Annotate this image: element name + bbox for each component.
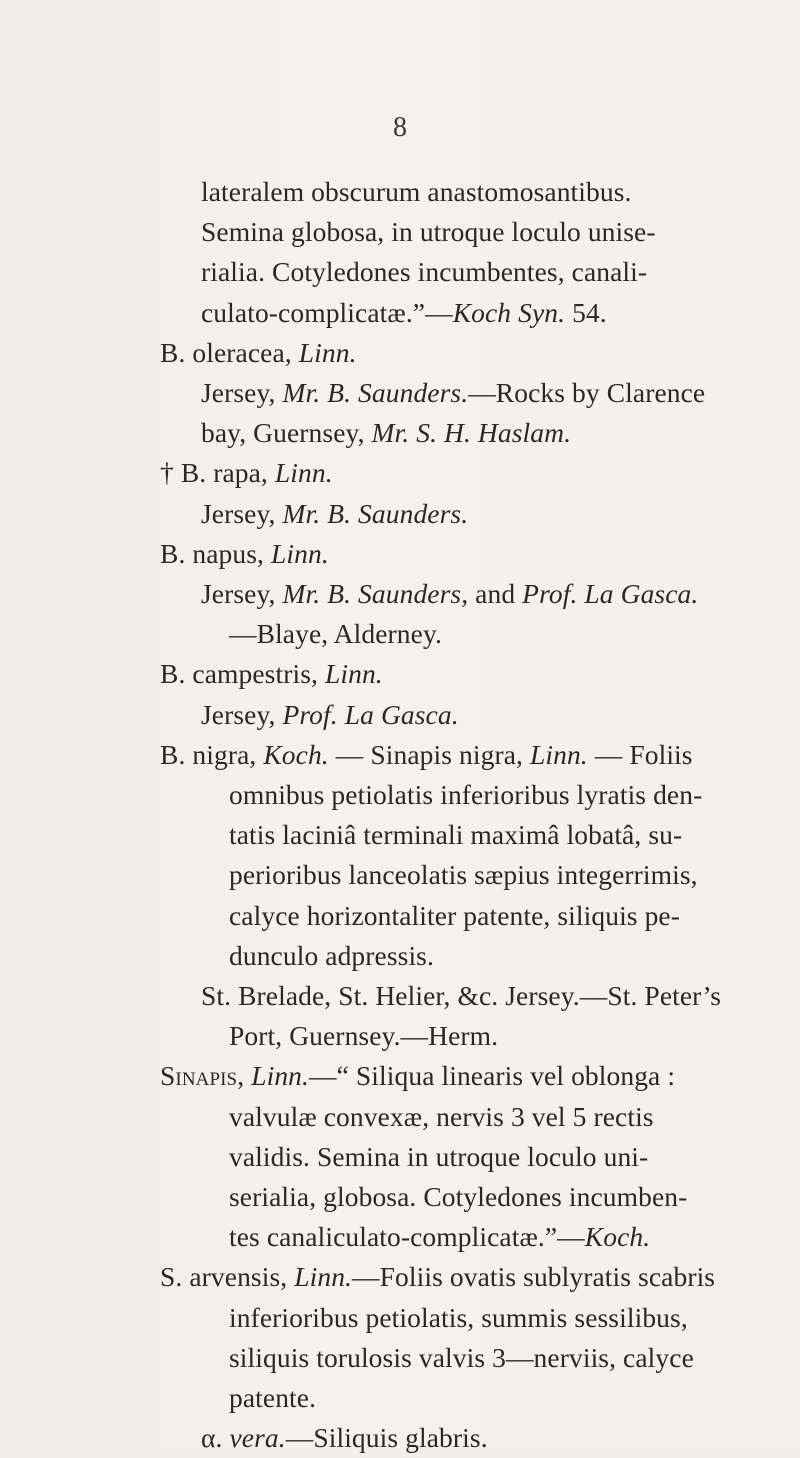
- text-run: Semina globosa, in utroque loculo unise-: [201, 216, 656, 248]
- text-run: culato-complicatæ.”—: [201, 296, 453, 328]
- text-run: validis. Semina in utroque loculo uni-: [229, 1140, 649, 1172]
- text-line: [160, 1257, 715, 1297]
- text-run: Jersey,: [201, 578, 283, 609]
- text-line: [229, 1097, 654, 1137]
- italic-text: Linn.: [529, 738, 588, 770]
- text-line: [201, 1418, 488, 1458]
- text-run: perioribus lanceolatis sæpius integerrimis,: [229, 859, 698, 891]
- text-run: tes canaliculato-complicatæ.”—: [229, 1221, 585, 1253]
- text-run: Jersey,: [201, 377, 283, 408]
- text-line: [229, 1217, 650, 1257]
- text-run: —Foliis ovatis sublyratis scabris: [352, 1261, 716, 1293]
- text-line: [201, 413, 571, 453]
- text-line: [229, 815, 682, 855]
- text-run: tatis laciniâ terminali maximâ lobatâ, su-: [229, 819, 683, 851]
- text-run: inferioribus petiolatis, summis sessilibus,: [229, 1301, 688, 1333]
- text-run: bay, Guernsey,: [201, 417, 372, 449]
- text-line: [201, 172, 632, 212]
- text-line: [160, 534, 329, 574]
- italic-text: Linn.: [251, 1060, 309, 1092]
- text-line: [201, 976, 721, 1016]
- text-line: [229, 1378, 316, 1418]
- text-run: — Foliis: [587, 738, 693, 770]
- text-run: St. Brelade, St. Helier, &c. Jersey.—St. Peter’s: [201, 980, 721, 1011]
- text-run: valvulæ convexæ, nervis 3 vel 5 rectis: [229, 1100, 654, 1132]
- italic-text: Linn.: [294, 1261, 353, 1293]
- text-line: [160, 333, 357, 373]
- italic-text: Mr. S. H. Haslam.: [371, 417, 572, 449]
- text-line: [160, 654, 383, 694]
- text-run: —Rocks by Clarence: [468, 377, 706, 408]
- text-line: [229, 775, 702, 815]
- text-line: [229, 936, 434, 976]
- text-run: † B. rapa,: [160, 457, 275, 489]
- text-line: [229, 1177, 687, 1217]
- page-number: 8: [393, 112, 407, 143]
- text-line: [229, 855, 698, 895]
- text-run: calyce horizontaliter patente, siliquis pe-: [229, 899, 681, 931]
- text-run: 54.: [565, 296, 607, 328]
- text-line: [229, 896, 680, 936]
- italic-text: Prof. La Gasca.: [282, 698, 459, 730]
- text-run: Jersey,: [201, 497, 283, 529]
- text-line: [201, 373, 705, 413]
- italic-text: Koch Syn.: [452, 296, 566, 328]
- text-line: [229, 1137, 648, 1177]
- text-run: omnibus petiolatis inferioribus lyratis den-: [229, 779, 703, 810]
- small-caps-text: Sinapis,: [160, 1060, 245, 1092]
- italic-text: Mr. B. Saunders.: [282, 377, 469, 408]
- text-run: —Siliquis glabris.: [285, 1422, 488, 1454]
- text-run: siliquis torulosis valvis 3—nerviis, calyce: [229, 1341, 694, 1373]
- italic-text: Linn.: [271, 537, 329, 569]
- italic-text: Koch.: [584, 1221, 651, 1253]
- text-line: [229, 1016, 498, 1056]
- text-line: [201, 252, 647, 292]
- text-run: B. oleracea,: [160, 336, 299, 368]
- text-line: [160, 735, 693, 775]
- text-run: serialia, globosa. Cotyledones incumben-: [229, 1181, 688, 1212]
- text-run: patente.: [229, 1382, 317, 1413]
- text-run: Port, Guernsey.—Herm.: [229, 1020, 499, 1052]
- text-run: B. campestris,: [160, 658, 325, 690]
- text-line: [201, 695, 459, 735]
- italic-text: vera.: [229, 1422, 286, 1454]
- italic-text: Mr. B. Saunders.: [282, 497, 469, 529]
- text-run: B. nigra,: [160, 738, 264, 770]
- italic-text: Koch.: [263, 738, 329, 770]
- text-line: [201, 212, 656, 252]
- text-run: S. arvensis,: [160, 1261, 295, 1293]
- text-run: —“ Siliqua linearis vel oblonga :: [309, 1060, 676, 1092]
- text-run: and: [468, 578, 523, 609]
- text-line: [201, 574, 698, 614]
- text-line: [201, 293, 607, 333]
- text-line: [201, 494, 468, 534]
- text-run: —Blaye, Alderney.: [229, 618, 442, 650]
- text-run: lateralem obscurum anastomosantibus.: [201, 176, 632, 207]
- italic-text: Mr. B. Saunders,: [282, 578, 469, 609]
- italic-text: Linn.: [274, 457, 333, 489]
- italic-text: Prof. La Gasca.: [522, 578, 699, 609]
- text-run: rialia. Cotyledones incumbentes, canali-: [201, 256, 648, 288]
- italic-text: Linn.: [298, 336, 357, 368]
- text-line: [160, 1056, 675, 1096]
- text-line: [229, 1338, 694, 1378]
- text-line: [229, 1298, 688, 1338]
- italic-text: Linn.: [324, 658, 383, 690]
- text-run: α.: [201, 1422, 230, 1454]
- text-run: Jersey,: [201, 698, 283, 730]
- text-run: B. napus,: [160, 537, 271, 569]
- text-line: [160, 453, 333, 493]
- text-line: [229, 614, 442, 654]
- text-run: — Sinapis nigra,: [328, 738, 530, 770]
- text-run: dunculo adpressis.: [229, 939, 434, 971]
